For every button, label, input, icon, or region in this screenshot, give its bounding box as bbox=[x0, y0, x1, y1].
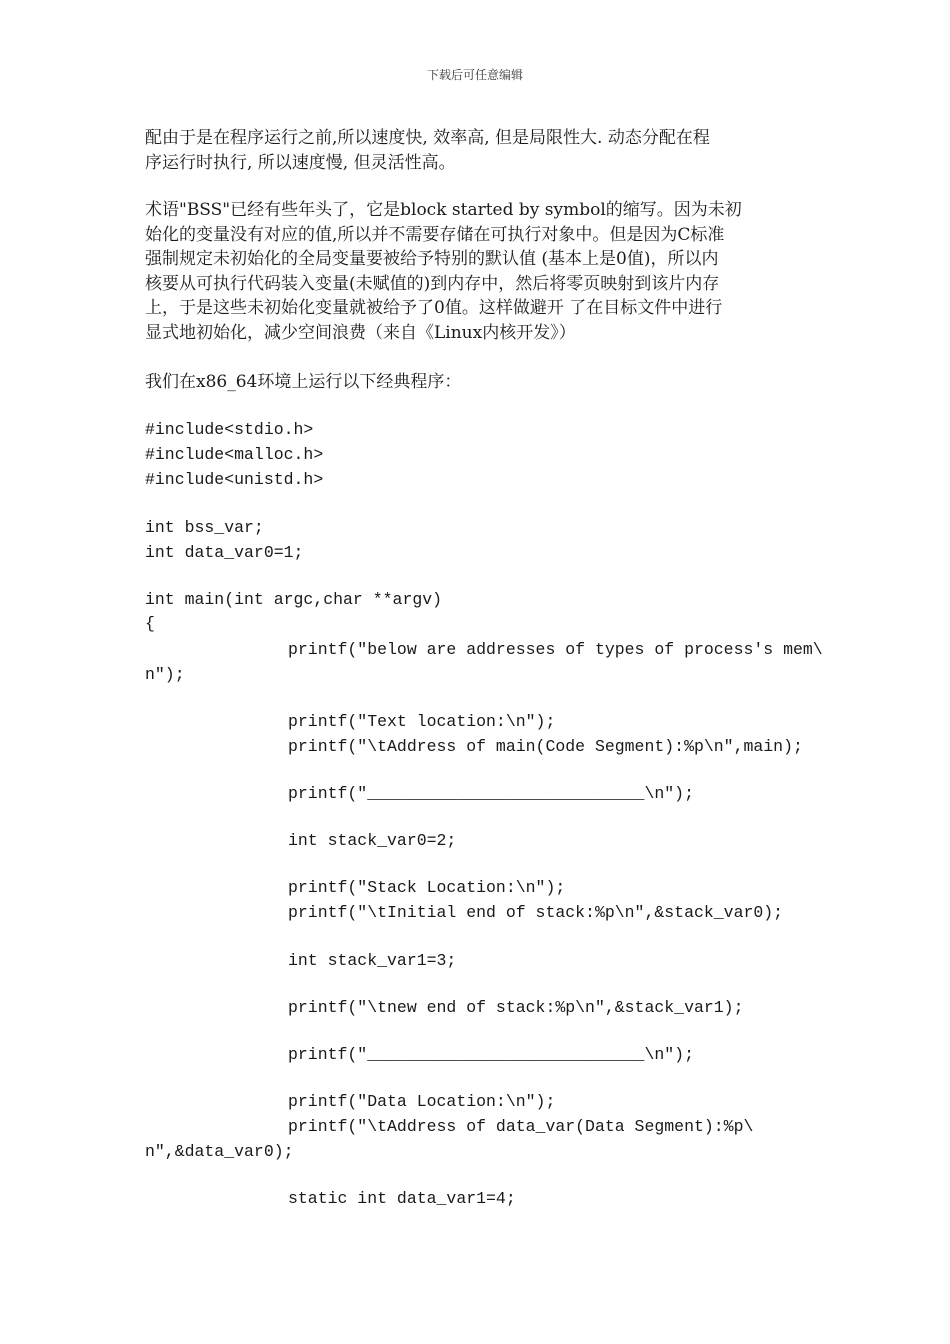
code-line: static int data_var1=4; bbox=[288, 1189, 516, 1208]
paragraph-allocation: 配由于是在程序运行之前,所以速度快, 效率高, 但是局限性大. 动态分配在程 序运行时执行, 所以速度慢, 但灵活性高。 bbox=[145, 128, 710, 173]
code-line: printf("____________________________\n"); bbox=[288, 1045, 694, 1064]
code-line: n",&data_var0); bbox=[145, 1142, 294, 1161]
code-line: #include<malloc.h> bbox=[145, 445, 324, 464]
code-line: int stack_var0=2; bbox=[288, 831, 457, 850]
code-line: int main(int argc,char **argv) bbox=[145, 590, 443, 609]
code-line: printf("\tAddress of data_var(Data Segment):%p\ bbox=[288, 1117, 754, 1136]
code-line: int data_var0=1; bbox=[145, 543, 304, 562]
code-line: printf("Text location:\n"); bbox=[288, 712, 556, 731]
code-line: printf("____________________________\n"); bbox=[288, 784, 694, 803]
code-line: #include<unistd.h> bbox=[145, 470, 324, 489]
code-line: printf("\tInitial end of stack:%p\n",&stack_var0); bbox=[288, 903, 784, 922]
code-line: #include<stdio.h> bbox=[145, 420, 314, 439]
code-line: { bbox=[145, 614, 155, 633]
page-header-caption: 下载后可任意编辑 bbox=[426, 68, 523, 82]
code-line: printf("Data Location:\n"); bbox=[288, 1092, 556, 1111]
code-line: n"); bbox=[145, 665, 185, 684]
code-line: int stack_var1=3; bbox=[288, 951, 457, 970]
paragraph-bss: 术语"BSS"已经有些年头了，它是block started by symbol的缩写。因为未初 始化的变量没有对应的值,所以并不需要存储在可执行对象中。但是因为C标准 强制规定未初始化的全局变量要被给予特别的默认值 (基本上是0值)，所以内 核要从可执行代码装入变量(未赋值的)到内存中，然后将零页映射到该片内存 上，于是这些未初始化变量就被给予了0值。这样做避开 了在目标文件中进行 显式地初始化，减少空间浪费（来自《Linux内核开发》） bbox=[145, 200, 742, 343]
code-line: printf("Stack Location:\n"); bbox=[288, 878, 566, 897]
code-line: printf("below are addresses of types of process's mem\ bbox=[288, 640, 823, 659]
code-line: printf("\tnew end of stack:%p\n",&stack_var1); bbox=[288, 998, 744, 1017]
code-line: int bss_var; bbox=[145, 518, 264, 537]
paragraph-intro-program: 我们在x86_64环境上运行以下经典程序： bbox=[145, 372, 462, 392]
code-line: printf("\tAddress of main(Code Segment):%p\n",main); bbox=[288, 737, 803, 756]
